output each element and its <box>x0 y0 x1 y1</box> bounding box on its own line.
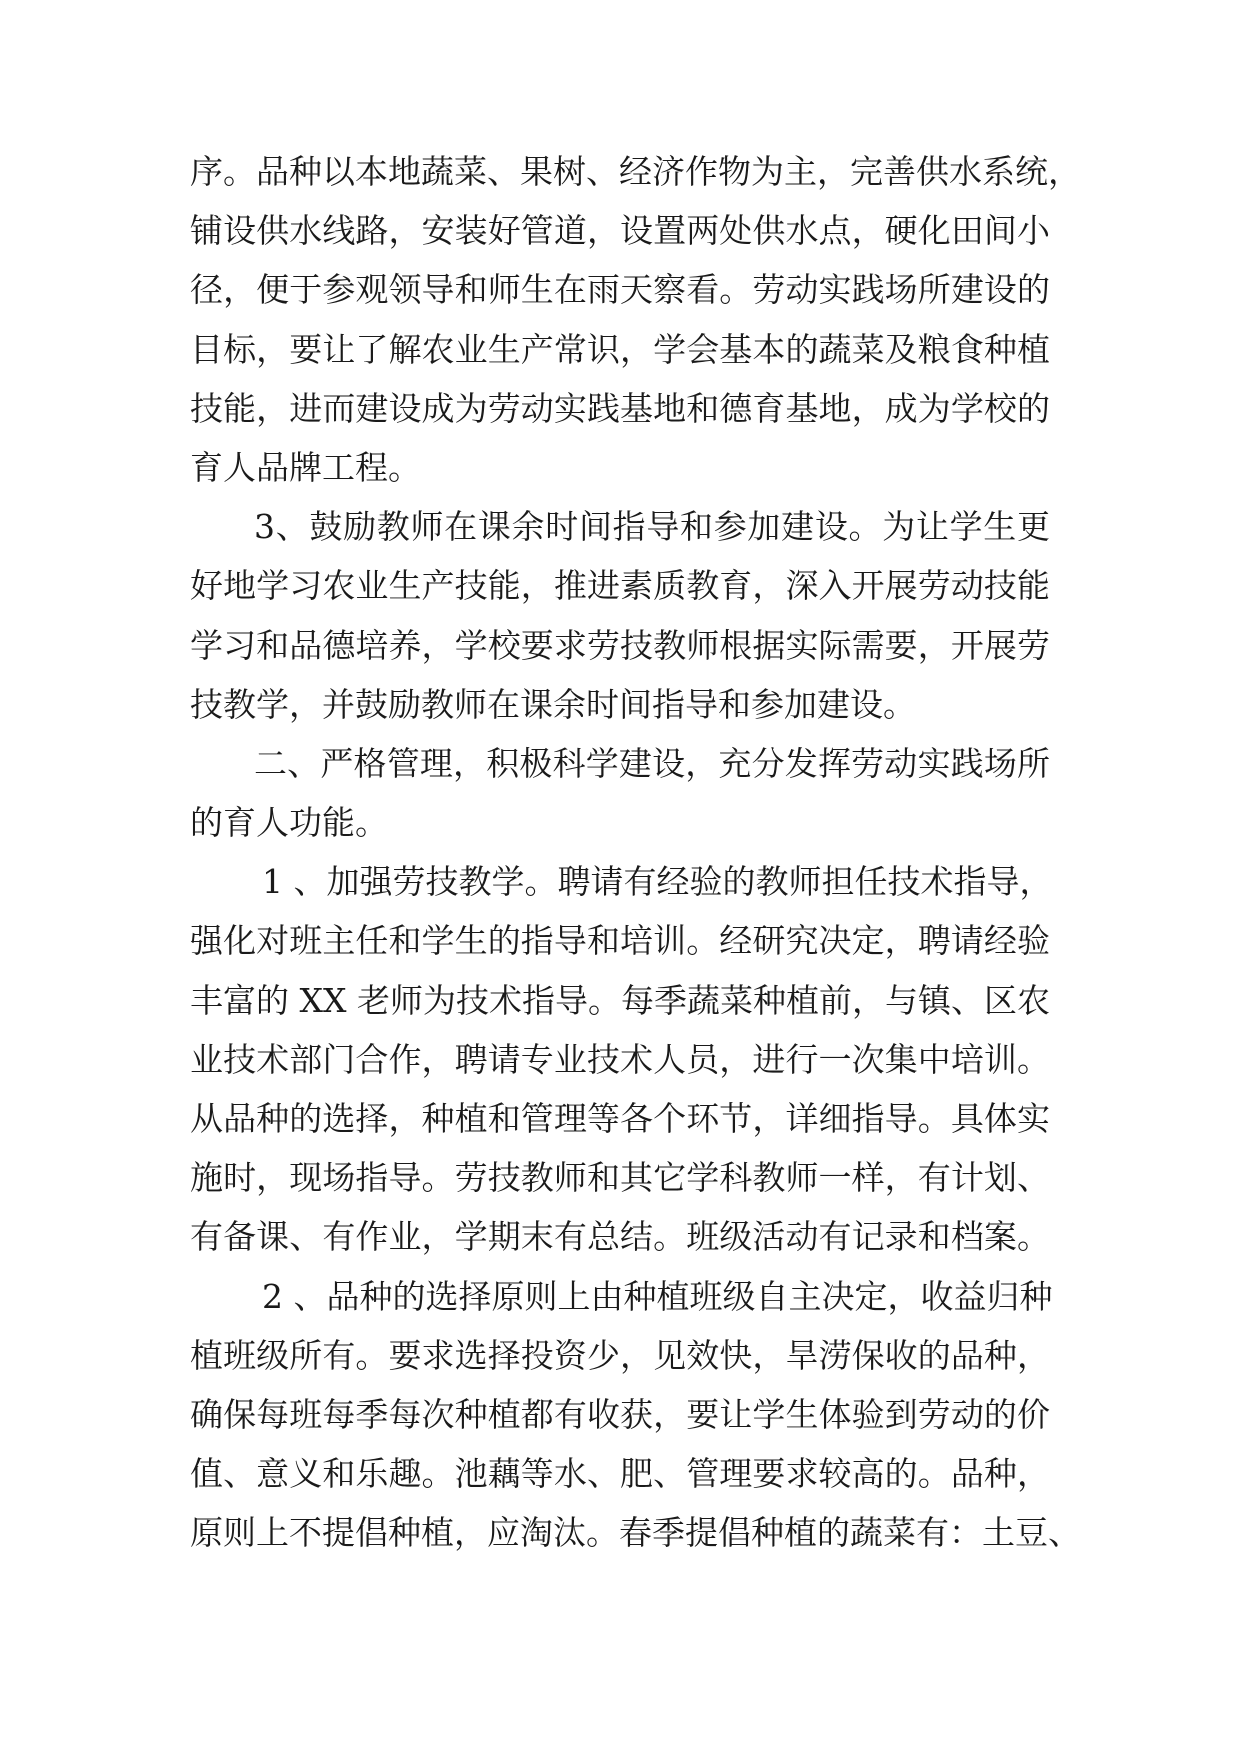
text-line: 育人品牌工程。 <box>190 447 421 487</box>
section-heading-line: 二、严格管理，积极科学建设，充分发挥劳动实践场所 <box>254 743 1050 783</box>
text-line: 从品种的选择，种植和管理等各个环节，详细指导。具体实 <box>190 1099 1050 1138</box>
text-line: 业技术部门合作，聘请专业技术人员，进行一次集中培训。 <box>190 1039 1050 1079</box>
paragraph-start-line: 2 、品种的选择原则上由种植班级自主决定，收益归种 <box>262 1276 1053 1316</box>
text-line: 确保每班每季每次种植都有收获，要让学生体验到劳动的价 <box>190 1394 1050 1434</box>
text-line: 径，便于参观领导和师生在雨天察看。劳动实践场所建设的 <box>190 270 1050 310</box>
section-heading-line: 的育人功能。 <box>190 803 388 843</box>
text-line: 序。品种以本地蔬菜、果树、经济作物为主，完善供水系统， <box>190 152 1081 191</box>
text-line: 值、意义和乐趣。池藕等水、肥、管理要求较高的。品种， <box>190 1454 1050 1494</box>
paragraph-start-line: 3、鼓励教师在课余时间指导和参加建设。为让学生更 <box>254 507 1050 547</box>
text-line: 铺设供水线路，安装好管道，设置两处供水点，硬化田间小 <box>190 211 1050 251</box>
text-line: 强化对班主任和学生的指导和培训。经研究决定，聘请经验 <box>190 921 1050 961</box>
text-line: 目标，要让了解农业生产常识，学会基本的蔬菜及粮食种植 <box>190 329 1050 369</box>
text-line: 技教学，并鼓励教师在课余时间指导和参加建设。 <box>190 684 916 724</box>
text-line: 技能，进而建设成为劳动实践基地和德育基地，成为学校的 <box>190 388 1050 428</box>
body-text <box>190 142 1081 1563</box>
text-line: 好地学习农业生产技能，推进素质教育，深入开展劳动技能 <box>190 566 1050 606</box>
paragraph-start-line: 1 、加强劳技教学。聘请有经验的教师担任技术指导， <box>262 862 1053 902</box>
text-line: 施时，现场指导。劳技教师和其它学科教师一样，有计划、 <box>190 1158 1050 1198</box>
text-line: 丰富的 XX 老师为技术指导。每季蔬菜种植前，与镇、区农 <box>190 980 1050 1020</box>
text-line: 学习和品德培养，学校要求劳技教师根据实际需要，开展劳 <box>190 625 1050 665</box>
text-line: 有备课、有作业，学期末有总结。班级活动有记录和档案。 <box>190 1217 1050 1257</box>
text-line: 原则上不提倡种植，应淘汰。春季提倡种植的蔬菜有：土豆、 <box>190 1513 1081 1553</box>
text-line: 植班级所有。要求选择投资少，见效快，旱涝保收的品种， <box>190 1335 1050 1375</box>
